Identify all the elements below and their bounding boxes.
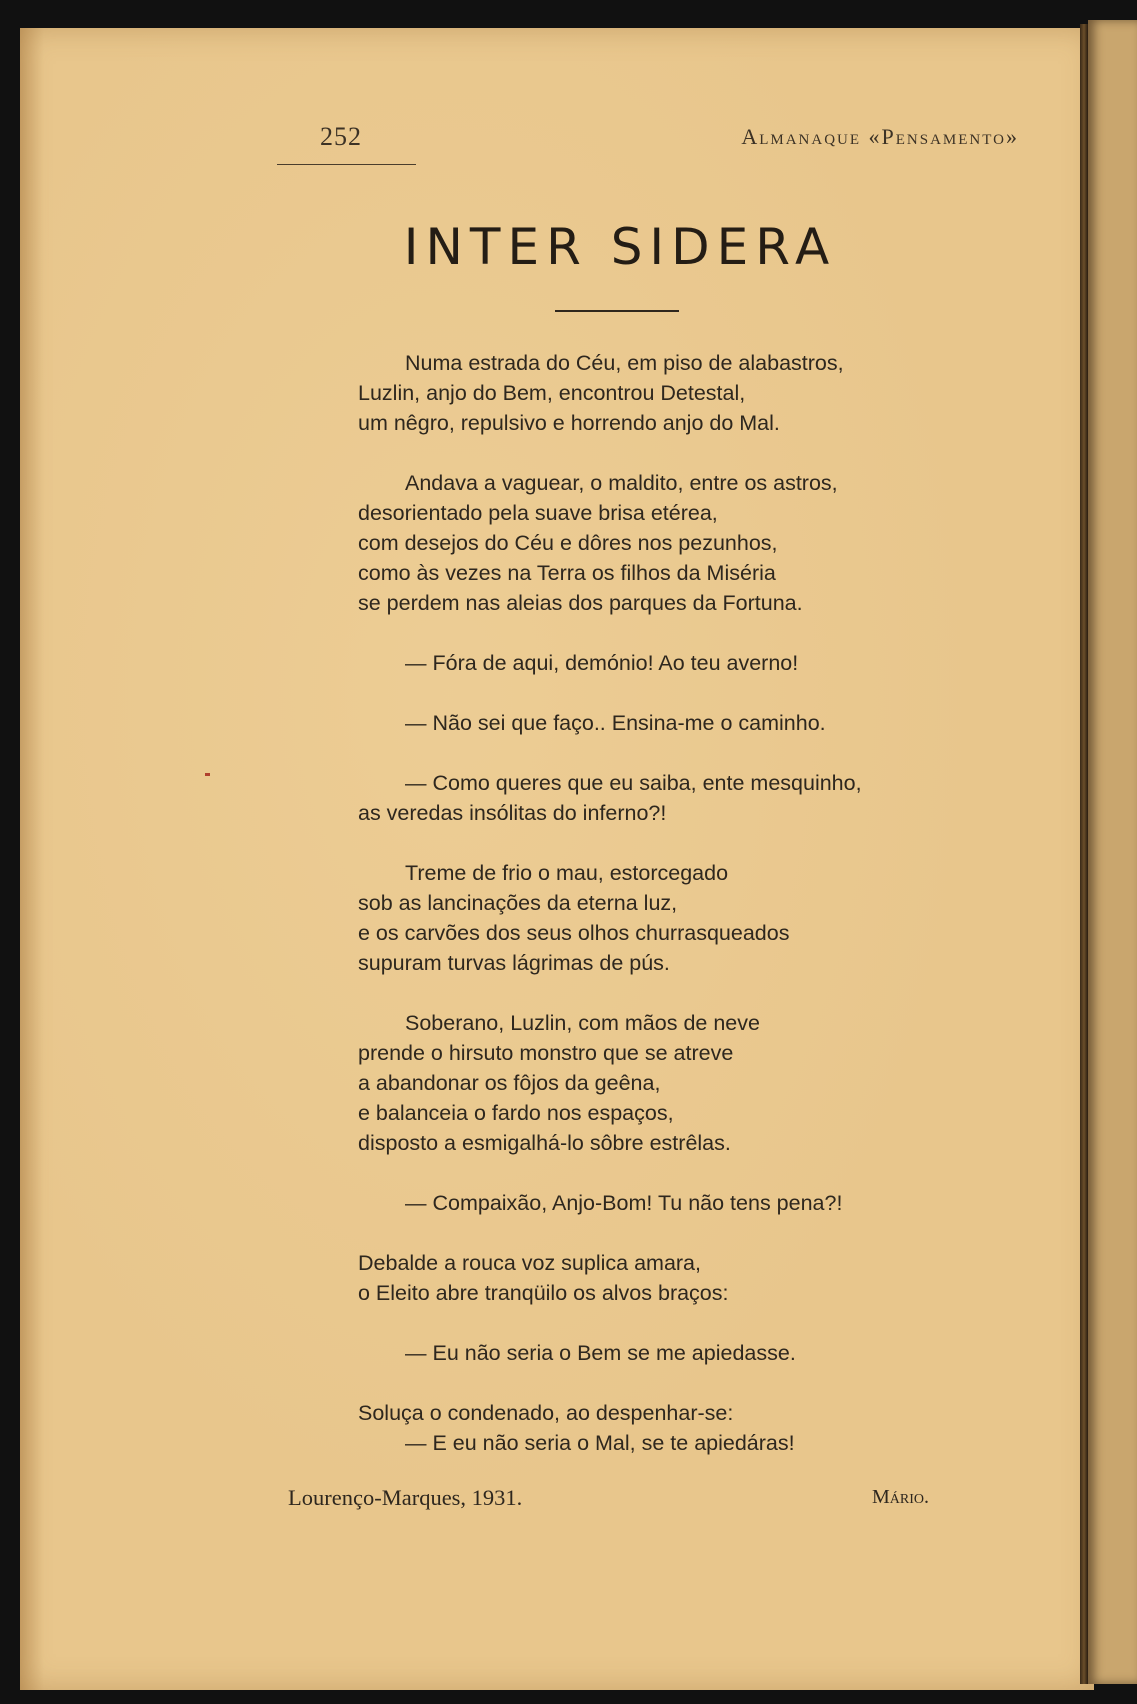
poem-line: se perdem nas aleias dos parques da Fortuna. — [358, 591, 803, 615]
poem-line: Andava a vaguear, o maldito, entre os astros, — [405, 471, 838, 495]
poem-body — [358, 348, 978, 1488]
poem-stanza — [358, 1248, 978, 1308]
poem-line: — Eu não seria o Bem se me apiedasse. — [405, 1341, 796, 1365]
poem-line: com desejos do Céu e dôres nos pezunhos, — [358, 531, 778, 555]
poem-line: Numa estrada do Céu, em piso de alabastros, — [405, 351, 844, 375]
poem-line: Soberano, Luzlin, com mãos de neve — [405, 1011, 760, 1035]
poem-line: — Não sei que faço.. Ensina-me o caminho. — [405, 711, 826, 735]
author-signature: Mário. — [872, 1486, 930, 1508]
poem-line: prende o hirsuto monstro que se atreve — [358, 1041, 734, 1065]
poem-line: disposto a esmigalhá-lo sôbre estrêlas. — [358, 1131, 731, 1155]
title-rule — [555, 310, 679, 312]
poem-line: Debalde a rouca voz suplica amara, — [358, 1251, 701, 1275]
poem-line: o Eleito abre tranqüilo os alvos braços: — [358, 1281, 729, 1305]
poem-line: Soluça o condenado, ao despenhar-se: — [358, 1401, 734, 1425]
poem-stanza — [358, 1188, 978, 1218]
book-spine — [1080, 24, 1088, 1684]
place-date: Lourenço-Marques, 1931. — [288, 1485, 523, 1510]
poem-line: as veredas insólitas do inferno?! — [358, 801, 667, 825]
poem-line: sob as lancinações da eterna luz, — [358, 891, 678, 915]
poem-line: um nêgro, repulsivo e horrendo anjo do Mal. — [358, 411, 780, 435]
poem-line: supuram turvas lágrimas de pús. — [358, 951, 670, 975]
page-number: 252 — [320, 122, 362, 151]
poem-stanza — [358, 708, 978, 738]
running-title: Almanaque «Pensamento» — [741, 124, 1019, 149]
poem-stanza — [358, 858, 978, 978]
poem-line: — Como queres que eu saiba, ente mesquinho, — [405, 771, 862, 795]
poem-stanza — [358, 1008, 978, 1158]
poem-stanza — [358, 1338, 978, 1368]
poem-line: como às vezes na Terra os filhos da Miséria — [358, 561, 776, 585]
poem-stanza — [358, 468, 978, 618]
poem-stanza — [358, 1398, 978, 1458]
poem-stanza — [358, 768, 978, 828]
poem-line: Treme de frio o mau, estorcegado — [405, 861, 729, 885]
poem-line: e os carvões dos seus olhos churrasqueados — [358, 921, 790, 945]
poem-line: e balanceia o fardo nos espaços, — [358, 1101, 674, 1125]
ink-mark — [205, 773, 210, 776]
poem-line: — Compaixão, Anjo-Bom! Tu não tens pena?! — [405, 1191, 843, 1215]
poem-line: — Fóra de aqui, demónio! Ao teu averno! — [405, 651, 799, 675]
page-number-rule — [277, 164, 416, 165]
poem-title: INTER SIDERA — [403, 218, 837, 276]
poem-line: Luzlin, anjo do Bem, encontrou Detestal, — [358, 381, 746, 405]
poem-stanza — [358, 348, 978, 438]
poem-line: a abandonar os fôjos da geêna, — [358, 1071, 661, 1095]
poem-line: — E eu não seria o Mal, se te apiedáras! — [405, 1431, 795, 1455]
poem-line: desorientado pela suave brisa etérea, — [358, 501, 718, 525]
poem-stanza — [358, 648, 978, 678]
